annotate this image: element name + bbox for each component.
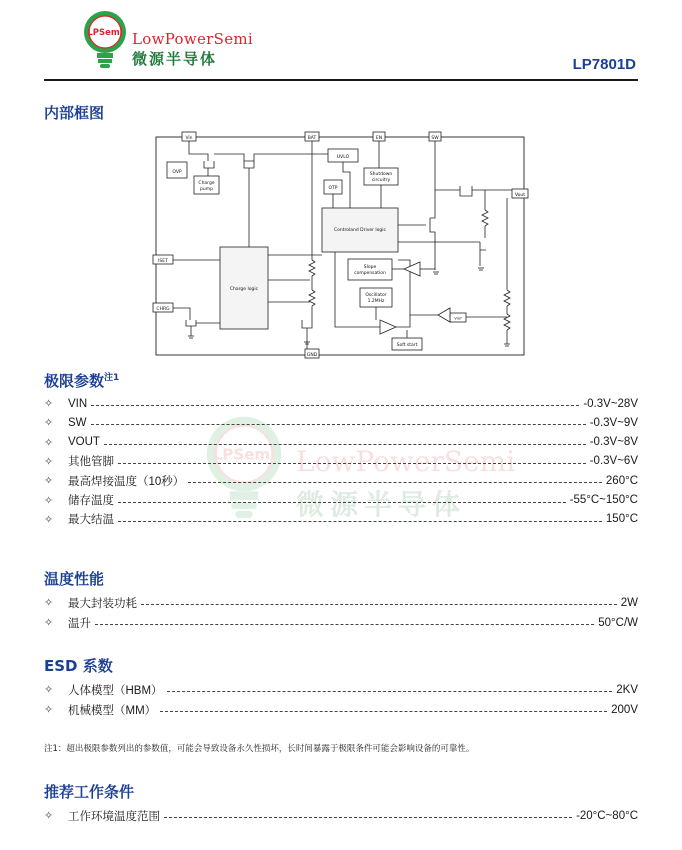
pin-label-sw: SW [431,136,439,141]
spec-value: 2W [620,596,638,609]
leader-dots [141,604,617,605]
leader-dots [118,463,586,464]
pin-label-iset: ISET [158,259,168,264]
spec-row [44,593,638,612]
page-header [0,0,682,82]
logo-bulb-icon [82,10,128,72]
pin-label-gnd: GND [306,353,318,358]
note-ref: 注1 [104,373,120,383]
part-number: LP7801D [572,56,636,73]
bullet-icon: ✧ [44,455,54,468]
spec-value: -0.3V~8V [589,436,638,449]
label-charge-pump-2: pump [200,187,213,192]
spec-row [44,613,638,632]
spec-row [44,433,638,452]
leader-dots [188,482,602,483]
spec-row [44,700,638,719]
spec-value: -0.3V~28V [583,397,638,410]
spec-label: SW [68,416,87,429]
bullet-icon: ✧ [44,513,54,526]
label-shutdown-2: circuitry [371,178,391,183]
thermal-title: 温度性能 [44,570,105,588]
spec-label: 其他管脚 [68,456,114,469]
svg-text:LPSemi: LPSemi [212,445,276,464]
spec-row [44,413,638,432]
label-osc-1: Oscillator [365,293,387,298]
label-slope-2: compensation [354,271,386,276]
bullet-icon: ✧ [44,597,54,609]
spec-row [44,394,638,413]
spec-value: 200V [611,703,638,716]
bullet-icon: ✧ [44,417,54,430]
label-charge-logic: Charge logic [229,287,259,292]
spec-row [44,452,638,471]
label-control-logic: Controland Driver logic [333,228,387,233]
spec-value: -0.3V~9V [589,416,638,429]
label-shutdown-1: Shutdown [369,172,393,177]
label-slope-1: Slope [363,265,377,270]
spec-label: VIN [68,397,88,410]
spec-label: 机械模型（MM） [68,704,157,717]
bullet-icon: ✧ [44,475,54,488]
spec-value: -55°C~150°C [569,494,638,506]
label-uvlo: UVLO [336,155,350,160]
spec-value: -20°C~80°C [576,809,638,822]
spec-value: 150°C [605,513,638,526]
recommended-title: 推荐工作条件 [44,783,135,801]
pin-label-vin: Vin [185,136,193,141]
spec-label: VOUT [68,436,100,449]
bullet-icon: ✧ [44,494,54,507]
spec-row [44,491,638,510]
spec-label: 温升 [68,617,91,630]
label-soft-start: Soft start [396,343,418,348]
spec-value: 2KV [616,683,638,696]
label-ovp: OVP [172,170,182,175]
label-osc-2: 1.2MHz [367,299,385,304]
bullet-icon: ✧ [44,684,54,696]
leader-dots [167,691,613,692]
pin-label-bat: BAT [307,136,317,141]
leader-dots [104,444,586,445]
label-otp: OTP [328,186,338,191]
label-vref: Vref [454,316,462,321]
spec-row [44,471,638,490]
label-charge-pump-1: Charge [198,181,215,186]
spec-row [44,510,638,529]
pin-label-vout: Vout [514,193,526,198]
leader-dots [118,502,566,503]
leader-dots [91,424,586,425]
spec-label: 工作环境温度范围 [68,810,160,823]
spec-value: 50°C/W [598,616,638,629]
block-diagram-title: 内部框图 [44,104,105,122]
bullet-icon: ✧ [44,810,54,822]
bullet-icon: ✧ [44,436,54,449]
spec-label: 储存温度 [68,495,114,507]
block-diagram [150,130,530,362]
spec-label: 最大封装功耗 [68,597,137,610]
bullet-icon: ✧ [44,704,54,716]
header-divider [44,79,638,81]
spec-value: -0.3V~6V [589,455,638,468]
bullet-icon: ✧ [44,398,54,410]
brand-name-en: LowPowerSemi [132,30,254,48]
spec-label: 最大结温 [68,514,114,527]
footnote: 注1：超出极限参数列出的参数值，可能会导致设备永久性损坏，长时间暴露于极限条件可能会影响设备的可靠性。 [44,744,475,754]
watermark-brand-en: LowPowerSemi [296,445,516,478]
spec-row [44,806,638,825]
spec-row [44,680,638,699]
logo-text: LPSemi [87,28,123,38]
watermark-brand-cn: 微源半导体 [296,488,467,521]
leader-dots [164,817,572,818]
abs-max-title: 极限参数$^{注1}$ [44,372,120,390]
brand-name-cn: 微源半导体 [132,50,218,68]
leader-dots [160,711,607,712]
spec-label: 人体模型（HBM） [68,684,163,697]
pin-label-chrg: CHRG [156,307,170,312]
spec-label: 最高焊接温度（10秒） [68,475,185,488]
leader-dots [118,521,602,522]
leader-dots [91,405,579,406]
pin-label-en: EN [375,136,383,141]
esd-title: ESD 系数 [44,657,113,675]
leader-dots [95,624,594,625]
bullet-icon: ✧ [44,617,54,629]
spec-value: 260°C [605,474,638,487]
